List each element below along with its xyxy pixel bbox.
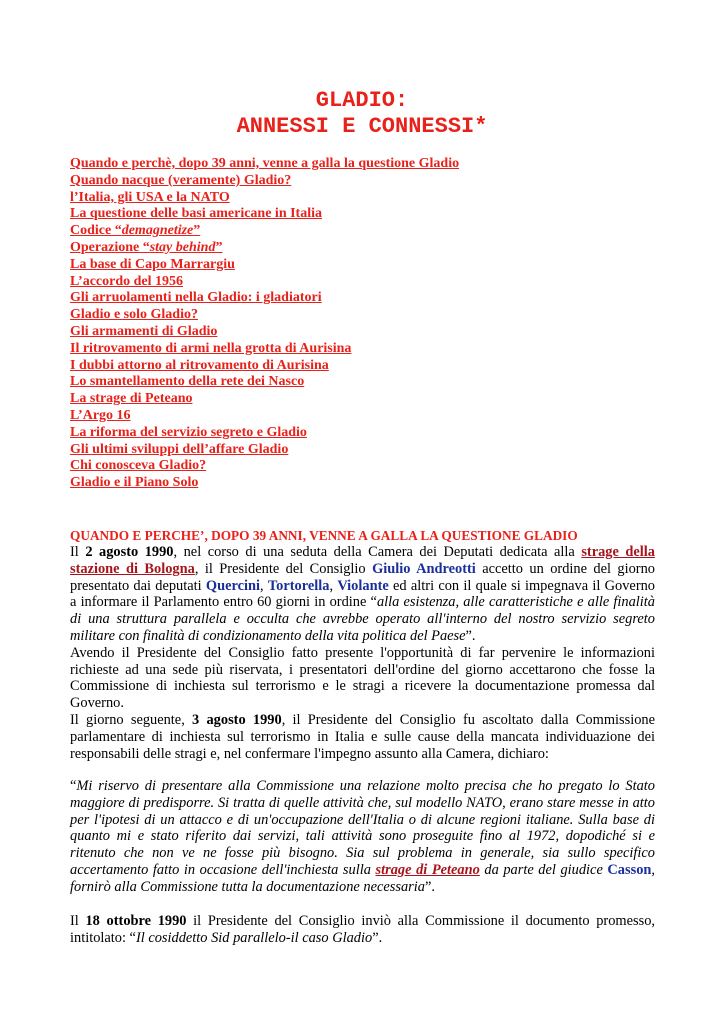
text-run: ”.	[372, 929, 383, 946]
toc-link-italic: stay behind	[149, 239, 216, 255]
paragraph-3	[70, 712, 655, 762]
toc-link-text: Codice “	[70, 223, 122, 239]
toc-link[interactable]: L’Argo 16	[70, 407, 131, 423]
toc-link[interactable]: Gladio e il Piano Solo	[70, 475, 199, 491]
paragraph-4	[70, 778, 655, 896]
toc-link[interactable]: I dubbi attorno al ritrovamento di Aurisina	[70, 357, 329, 373]
toc-item[interactable]	[70, 442, 459, 459]
italic-quote: Mi riservo di presentare alla Commissione una relazione molto precisa che ho pregato lo Stato maggiore di predisporre. Si tratta di quelle attività che, sul modello NATO, erano stare messe in atto per l'ipotesi di un attacco e di un'occupazione dell'Italia o di alcune regioni italiane. Sulla base di quanto mi e stato riferito dai servizi, tali attività sono proseguite fino al 1972, dopodiché si e ritenuto che non ve ne fosse più bisogno. Sia sul problema in generale, sia sullo specifico accertamento fatto in occasione dell'inchiesta sulla	[70, 778, 655, 878]
toc-item[interactable]	[70, 223, 459, 240]
date-highlight: 3 agosto 1990	[192, 711, 282, 728]
text-run: , nel corso di una seduta della Camera dei Deputati dedicata alla	[173, 544, 582, 560]
section-body-quote	[70, 778, 655, 896]
date-highlight: 18 ottobre 1990	[85, 913, 187, 929]
toc-link[interactable]: La questione delle basi americane in Italia	[70, 206, 322, 222]
text-run: ,	[260, 577, 268, 594]
toc-item[interactable]	[70, 425, 459, 442]
toc-item[interactable]	[70, 408, 459, 425]
text-run: “	[70, 778, 77, 794]
toc-link[interactable]: Gli armamenti di Gladio	[70, 323, 218, 339]
italic-quote: alla esistenza, alle caratteristiche e alle finalità di una struttura parallela e occulta che avrebbe operato all'interno del nostro servizio segreto militare con finalità di condizionamento della vita politica del Paese	[70, 594, 655, 644]
toc-item[interactable]	[70, 358, 459, 375]
toc-item[interactable]	[70, 341, 459, 358]
italic-quote: , fornirò alla Commissione tutta la documentazione necessaria	[70, 861, 656, 895]
text-run: Il	[70, 544, 86, 560]
toc-link[interactable]: Gli arruolamenti nella Gladio: i gladiatori	[70, 290, 322, 306]
toc-item[interactable]	[70, 274, 459, 291]
toc-link-text: ”	[193, 223, 201, 239]
toc-item[interactable]	[70, 475, 459, 492]
toc-item[interactable]	[70, 156, 459, 173]
toc-item[interactable]	[70, 391, 459, 408]
toc-link-text: ”	[215, 239, 223, 255]
text-run: ”.	[424, 878, 435, 895]
document-title-line-2: ANNESSI E CONNESSI*	[236, 114, 488, 139]
toc-item[interactable]	[70, 173, 459, 190]
italic-quote: da parte del giudice	[479, 861, 608, 878]
toc-item[interactable]	[70, 458, 459, 475]
text-run: accetto un ordine del giorno presentato dai deputati	[70, 560, 655, 594]
name-casson: Casson	[607, 861, 652, 878]
toc-link[interactable]: l’Italia, gli USA e la NATO	[70, 189, 230, 205]
toc-item[interactable]	[70, 307, 459, 324]
text-run: il Presidente del Consiglio inviò alla Commissione il documento promesso, intitolato: “	[70, 913, 655, 946]
section-body-closing	[70, 913, 655, 947]
toc-link-italic: demagnetize	[121, 223, 194, 239]
name-quercini: Quercini	[205, 577, 261, 594]
toc-link[interactable]: Gladio e solo Gladio?	[70, 307, 198, 323]
name-tortorella: Tortorella	[267, 577, 330, 594]
text-run: ed altri con il quale si impegnava il Governo a informare il Parlamento entro 60 giorni in ordine “	[70, 577, 655, 611]
text-run: , il Presidente del Consiglio fu ascoltato dalla Commissione parlamentare di inchiesta sul terrorismo in Italia e sulle cause della mancata individuazione dei responsabili delle stragi e, nel confermare l'impegno assunto alla Camera, dichiaro:	[70, 711, 655, 762]
paragraph-5	[70, 913, 655, 947]
toc-link[interactable]: La strage di Peteano	[70, 391, 193, 407]
toc-item[interactable]	[70, 374, 459, 391]
text-run: Il	[70, 913, 86, 929]
toc-link[interactable]: La base di Capo Marrargiu	[70, 256, 235, 272]
toc-link[interactable]: Il ritrovamento di armi nella grotta di Aurisina	[70, 340, 352, 356]
toc-item[interactable]	[70, 257, 459, 274]
toc-link-operazione[interactable]	[70, 240, 222, 255]
toc-item[interactable]	[70, 290, 459, 307]
toc-item[interactable]	[70, 190, 459, 207]
toc-link-text: Operazione “	[70, 239, 150, 255]
toc-link[interactable]: L’accordo del 1956	[70, 273, 184, 289]
name-violante: Violante	[337, 577, 389, 594]
toc-link[interactable]: Chi conosceva Gladio?	[70, 458, 207, 474]
toc-link[interactable]: Gli ultimi sviluppi dell’affare Gladio	[70, 441, 289, 457]
toc-link-codice[interactable]	[70, 223, 200, 238]
paragraph-2: Avendo il Presidente del Consiglio fatto presente l'opportunità di far pervenire le informazioni richieste ad una sede più riservata, i presentatori dell'ordine del giorno accettarono che fosse la Commissione di inchiesta sul terrorismo e le stragi a ricevere la documentazione promessa dal Governo.	[70, 644, 655, 712]
text-run: Il giorno seguente,	[70, 711, 193, 728]
link-strage-bologna[interactable]: strage della stazione di Bologna	[70, 544, 655, 577]
toc-link[interactable]: Quando nacque (veramente) Gladio?	[70, 172, 292, 188]
toc-item[interactable]	[70, 240, 459, 257]
section-body-intro	[70, 544, 655, 762]
document-title-line-1: GLADIO:	[315, 88, 409, 113]
toc-item[interactable]	[70, 324, 459, 341]
text-run: ”.	[465, 627, 476, 644]
link-strage-peteano[interactable]: strage di Peteano	[375, 861, 480, 878]
paragraph-1	[70, 544, 655, 645]
toc-link[interactable]: Quando e perchè, dopo 39 anni, venne a galla la questione Gladio	[70, 156, 460, 171]
table-of-contents	[70, 156, 459, 492]
toc-link[interactable]: La riforma del servizio segreto e Gladio	[70, 424, 307, 440]
name-andreotti: Giulio Andreotti	[372, 560, 476, 577]
toc-link[interactable]: Lo smantellamento della rete dei Nasco	[70, 374, 305, 390]
toc-item[interactable]	[70, 206, 459, 223]
section-heading: QUANDO E PERCHE’, DOPO 39 ANNI, VENNE A GALLA LA QUESTIONE GLADIO	[70, 528, 578, 543]
text-run: , il Presidente del Consiglio	[194, 560, 373, 577]
text-run: ,	[329, 577, 338, 594]
italic-quote: Il cosiddetto Sid parallelo-il caso Gladio	[135, 929, 373, 946]
date-highlight: 2 agosto 1990	[85, 544, 174, 560]
